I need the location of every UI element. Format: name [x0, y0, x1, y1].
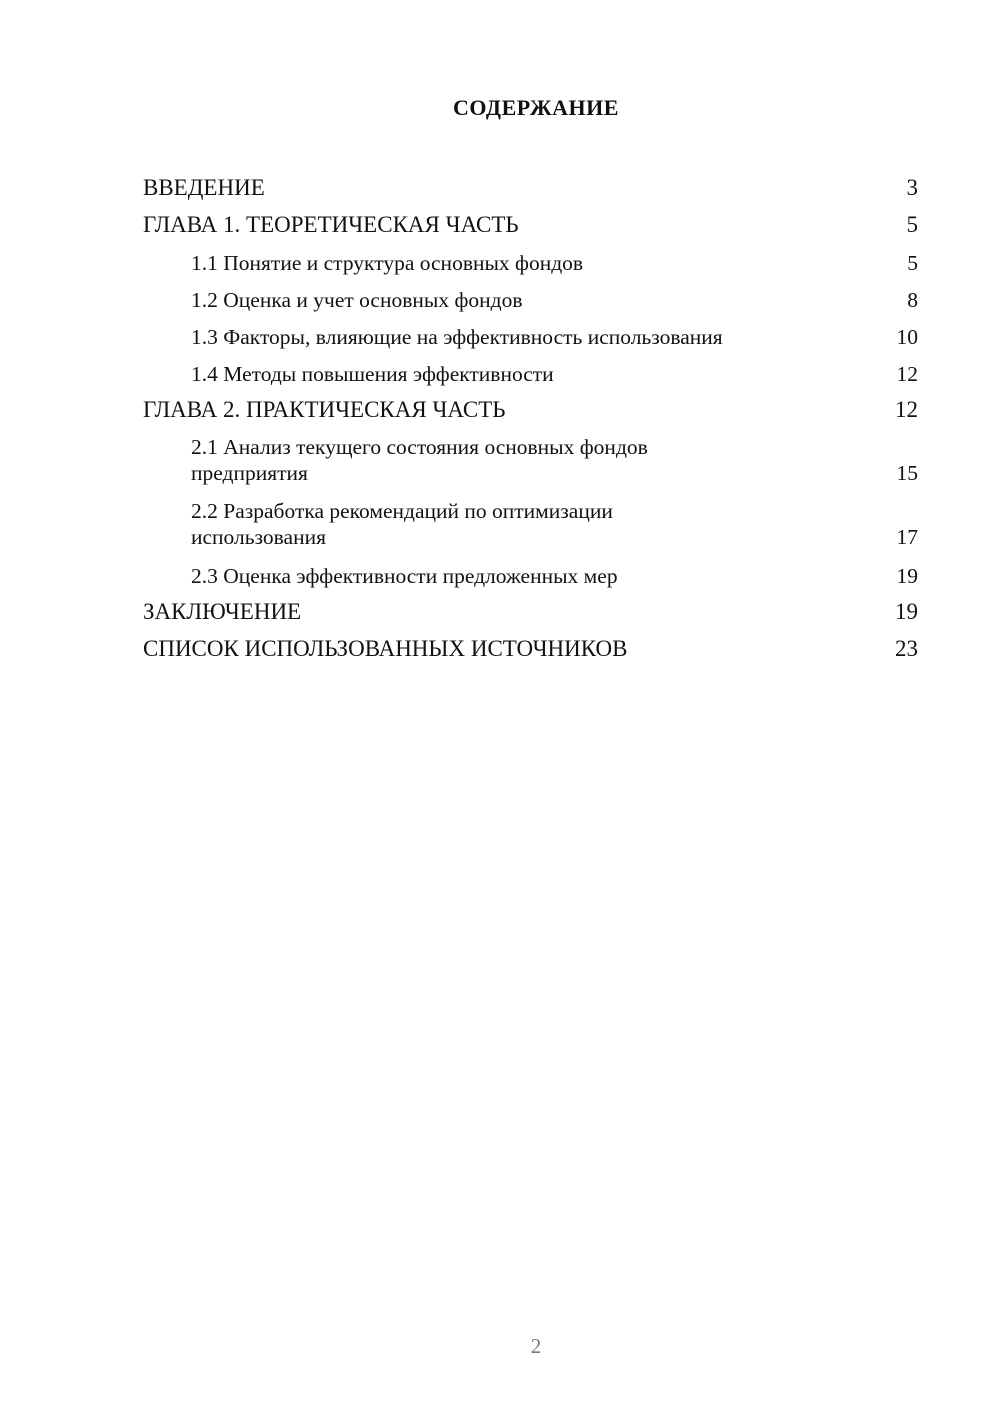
toc-entry-label: 2.3 Оценка эффективности предложенных мер: [191, 564, 618, 588]
toc-entry-page: 12: [895, 397, 918, 422]
toc-entry-page: 5: [906, 212, 918, 237]
toc-entry-label: 1.2 Оценка и учет основных фондов: [191, 288, 523, 312]
toc-entry-conclusion[interactable]: [143, 594, 918, 631]
table-of-contents: [143, 170, 918, 668]
toc-entry-page: 15: [896, 461, 918, 485]
toc-entry-page: 10: [896, 325, 918, 349]
toc-entry-label: 2.1 Анализ текущего состояния основных фондов предприятия: [191, 435, 648, 485]
toc-entry-label: ЗАКЛЮЧЕНИЕ: [143, 599, 302, 624]
toc-entry-page: 8: [907, 288, 918, 312]
toc-entry-page: 19: [895, 599, 918, 624]
toc-entry-section-1-3[interactable]: [143, 318, 918, 355]
toc-entry-label: 1.3 Факторы, влияющие на эффективность использования: [191, 325, 723, 349]
toc-entry-page: 12: [896, 362, 918, 386]
toc-entry-label: СПИСОК ИСПОЛЬЗОВАННЫХ ИСТОЧНИКОВ: [143, 636, 628, 661]
toc-entry-section-1-4[interactable]: [143, 355, 918, 392]
toc-entry-chapter-1[interactable]: [143, 207, 918, 244]
toc-entry-chapter-2[interactable]: [143, 392, 918, 429]
toc-entry-page: 19: [896, 564, 918, 588]
toc-entry-references[interactable]: [143, 631, 918, 668]
toc-entry-section-2-3[interactable]: [143, 557, 918, 594]
toc-entry-label: 1.1 Понятие и структура основных фондов: [191, 251, 584, 275]
toc-entry-page: 3: [906, 175, 918, 200]
toc-entry-section-2-2[interactable]: [143, 493, 918, 557]
toc-title: СОДЕРЖАНИЕ: [453, 95, 619, 120]
toc-entry-label: ГЛАВА 2. ПРАКТИЧЕСКАЯ ЧАСТЬ: [143, 397, 506, 422]
toc-entry-section-1-2[interactable]: [143, 281, 918, 318]
page-number: 2: [530, 1334, 542, 1358]
toc-entry-label: 1.4 Методы повышения эффективности: [191, 362, 554, 386]
toc-entry-page: 17: [896, 525, 918, 549]
toc-entry-section-1-1[interactable]: [143, 244, 918, 281]
toc-entry-introduction[interactable]: [143, 170, 918, 207]
toc-entry-label: 2.2 Разработка рекомендаций по оптимизации использования: [191, 499, 613, 549]
toc-entry-label: ВВЕДЕНИЕ: [143, 175, 265, 200]
toc-entry-page: 23: [895, 636, 918, 661]
toc-entry-label: ГЛАВА 1. ТЕОРЕТИЧЕСКАЯ ЧАСТЬ: [143, 212, 519, 237]
toc-entry-page: 5: [907, 251, 918, 275]
toc-entry-section-2-1[interactable]: [143, 429, 918, 493]
